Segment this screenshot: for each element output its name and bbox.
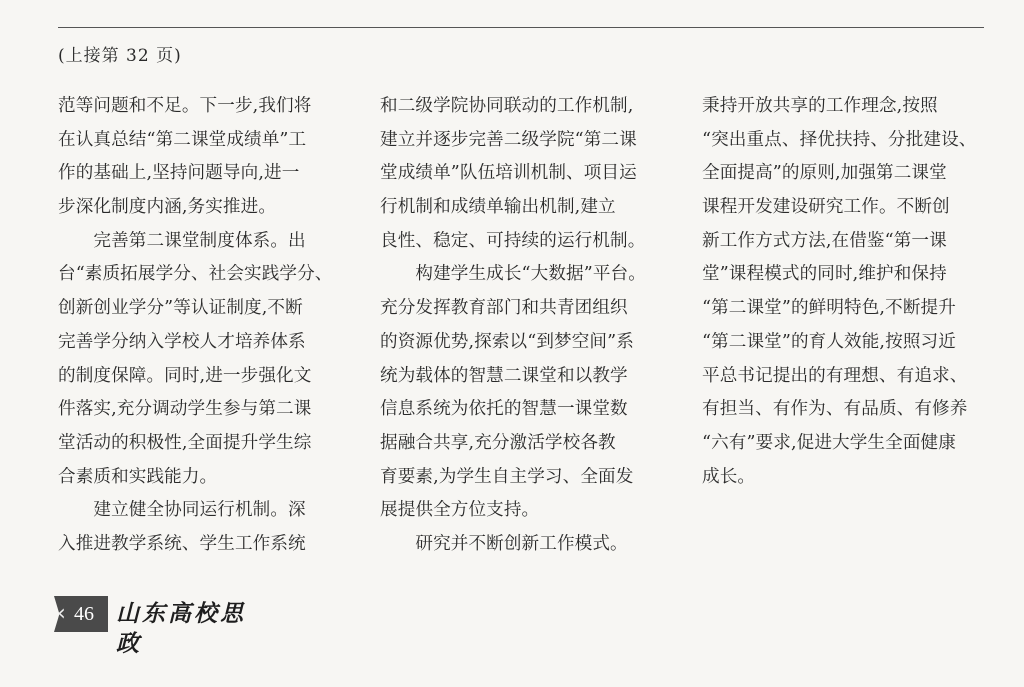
chevron-left-icon: ‹ xyxy=(57,601,66,626)
text-line: 充分发挥教育部门和共青团组织 xyxy=(380,298,628,319)
text-line: 合素质和实践能力。 xyxy=(58,466,218,487)
text-line: 有担当、有作为、有品质、有修养 xyxy=(702,399,968,420)
text-column-2 xyxy=(380,90,662,562)
text-line: “突出重点、择优扶持、分批建设、 xyxy=(702,129,977,150)
text-line: 堂活动的积极性,全面提升学生综 xyxy=(58,432,312,453)
text-line: 的资源优势,探索以“到梦空间”系 xyxy=(380,331,634,352)
page-footer xyxy=(54,596,268,657)
text-line: 平总书记提出的有理想、有追求、 xyxy=(702,365,968,386)
text-line: 良性、稳定、可持续的运行机制。 xyxy=(380,230,646,251)
text-line: 作的基础上,坚持问题导向,进一 xyxy=(58,163,300,184)
text-column-3 xyxy=(702,90,984,494)
text-line: 创新创业学分”等认证制度,不断 xyxy=(58,298,303,319)
journal-name: 山东高校思政 xyxy=(116,600,246,657)
text-line: 范等问题和不足。下一步,我们将 xyxy=(58,96,312,116)
text-column-1 xyxy=(58,90,340,562)
text-line: 的制度保障。同时,进一步强化文 xyxy=(58,365,312,386)
text-line: “第二课堂”的育人效能,按照习近 xyxy=(702,331,956,352)
continued-from-note: (上接第 32 页) xyxy=(58,46,182,66)
text-line: 新工作方式方法,在借鉴“第一课 xyxy=(702,230,947,251)
text-line: 完善第二课堂制度体系。出 xyxy=(58,230,306,251)
text-line: “六有”要求,促进大学生全面健康 xyxy=(702,432,956,453)
text-line: 育要素,为学生自主学习、全面发 xyxy=(380,466,634,487)
page-number: 46 xyxy=(74,603,94,625)
text-line: 展提供全方位支持。 xyxy=(380,500,540,521)
text-line: 信息系统为依托的智慧一课堂数 xyxy=(380,399,628,420)
header-rule xyxy=(58,27,984,28)
text-line: 在认真总结“第二课堂成绩单”工 xyxy=(58,129,307,150)
text-line: 台“素质拓展学分、社会实践学分、 xyxy=(58,264,333,285)
text-line: 研究并不断创新工作模式。 xyxy=(380,533,628,554)
text-line: 秉持开放共享的工作理念,按照 xyxy=(702,96,938,116)
text-line: 堂成绩单”队伍培训机制、项目运 xyxy=(380,163,637,184)
text-line: 统为载体的智慧二课堂和以教学 xyxy=(380,365,628,386)
text-line: 和二级学院协同联动的工作机制, xyxy=(380,96,634,116)
text-line: 成长。 xyxy=(702,466,756,487)
text-line: 建立并逐步完善二级学院“第二课 xyxy=(380,129,637,150)
text-line: 件落实,充分调动学生参与第二课 xyxy=(58,399,312,420)
text-line: “第二课堂”的鲜明特色,不断提升 xyxy=(702,298,956,319)
text-line: 建立健全协同运行机制。深 xyxy=(58,500,306,521)
text-line: 行机制和成绩单输出机制,建立 xyxy=(380,197,616,218)
text-line: 步深化制度内涵,务实推进。 xyxy=(58,197,277,218)
text-line: 课程开发建设研究工作。不断创 xyxy=(702,197,950,218)
text-line: 构建学生成长“大数据”平台。 xyxy=(380,264,646,285)
text-line: 入推进教学系统、学生工作系统 xyxy=(58,533,306,554)
text-line: 完善学分纳入学校人才培养体系 xyxy=(58,331,306,352)
text-line: 全面提高”的原则,加强第二课堂 xyxy=(702,163,947,184)
text-line: 堂”课程模式的同时,维护和保持 xyxy=(702,264,947,285)
text-line: 据融合共享,充分激活学校各教 xyxy=(380,432,616,453)
